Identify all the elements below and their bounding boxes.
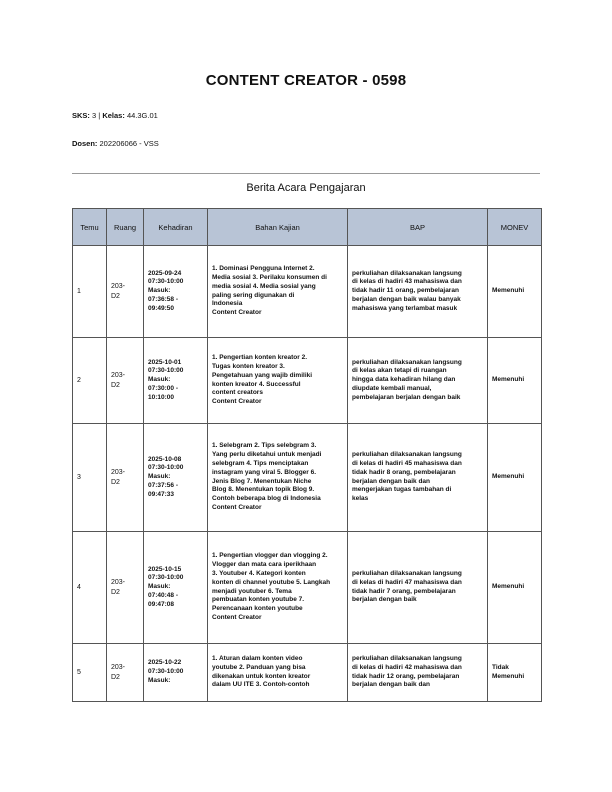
cell-bahan-kajian-line: Content Creator xyxy=(212,309,262,317)
cell-bap-line: mengerjakan tugas tambahan di xyxy=(352,486,452,494)
cell-bap xyxy=(348,424,488,532)
cell-bahan-kajian-line: 1. Pengertian vlogger dan vlogging 2. xyxy=(212,552,328,560)
cell-ruang xyxy=(107,532,144,644)
cell-bap xyxy=(348,246,488,338)
cell-bahan-kajian-line: Tugas konten kreator 3. xyxy=(212,362,285,370)
table-header-row xyxy=(73,209,542,246)
cell-bahan-kajian xyxy=(208,338,348,424)
cell-monev xyxy=(488,246,542,338)
cell-bap-line: di kelas akan tetapi di ruangan xyxy=(352,367,447,375)
cell-ruang-line: D2 xyxy=(111,381,120,389)
document-title: CONTENT CREATOR - 0598 xyxy=(205,72,407,89)
section-divider xyxy=(72,173,540,174)
cell-ruang xyxy=(107,338,144,424)
cell-kehadiran xyxy=(144,532,208,644)
cell-kehadiran-line: 07:30-10:00 xyxy=(148,574,184,582)
cell-bap-line: tidak hadir 11 orang, pembelajaran xyxy=(352,287,459,295)
cell-bahan-kajian xyxy=(208,246,348,338)
cell-kehadiran-line: 2025-09-24 xyxy=(148,269,182,277)
cell-kehadiran-line: 2025-10-01 xyxy=(148,358,182,366)
cell-bap-line: berjalan dengan baik walau banyak xyxy=(352,295,461,303)
header-bap: BAP xyxy=(348,209,488,246)
cell-bap-line: perkuliahan dilaksanakan langsung xyxy=(352,269,462,277)
cell-bahan-kajian-line: instagram yang viral 5. Blogger 6. xyxy=(212,468,317,476)
lecturer-meta xyxy=(72,139,159,148)
cell-bahan-kajian-line: Contoh beberapa blog di Indonesia xyxy=(212,495,321,503)
cell-ruang-line: D2 xyxy=(111,588,120,596)
table-body xyxy=(73,246,542,702)
cell-kehadiran-line: 2025-10-15 xyxy=(148,565,182,573)
cell-ruang-line: D2 xyxy=(111,478,120,486)
cell-monev-line: Memenuhi xyxy=(492,672,525,680)
cell-ruang xyxy=(107,424,144,532)
cell-bahan-kajian-line: Yang perlu diketahui untuk menjadi xyxy=(212,451,322,459)
cell-kehadiran xyxy=(144,246,208,338)
cell-bap-line: tidak hadir 12 orang, pembelajaran xyxy=(352,672,460,680)
cell-kehadiran-line: 10:10:00 xyxy=(148,393,175,401)
cell-bap-line: di kelas di hadiri 43 mahasiswa dan xyxy=(352,278,462,286)
course-meta xyxy=(72,111,158,120)
cell-bahan-kajian-line: youtube 2. Panduan yang bisa xyxy=(212,663,306,671)
cell-bahan-kajian-line: dalam UU ITE 3. Contoh-contoh xyxy=(212,681,310,689)
cell-bahan-kajian-line: konten kreator 4. Successful xyxy=(212,380,301,388)
cell-bap-line: tidak hadir 8 orang, pembelajaran xyxy=(352,468,456,476)
cell-bahan-kajian xyxy=(208,424,348,532)
cell-kehadiran-line: Masuk: xyxy=(148,473,171,481)
cell-bahan-kajian-line: media sosial 4. Media sosial yang xyxy=(212,282,316,290)
cell-kehadiran xyxy=(144,424,208,532)
header-temu: Temu xyxy=(73,209,107,246)
cell-bahan-kajian-line: dikenakan untuk konten kreator xyxy=(212,672,311,680)
cell-kehadiran xyxy=(144,644,208,702)
cell-kehadiran-line: Masuk: xyxy=(148,287,171,295)
cell-bahan-kajian-line: 1. Dominasi Pengguna Internet 2. xyxy=(212,265,315,273)
cell-monev-line: Memenuhi xyxy=(492,583,525,591)
cell-bahan-kajian-line: 1. Aturan dalam konten video xyxy=(212,654,303,662)
cell-kehadiran-line: Masuk: xyxy=(148,583,171,591)
cell-monev-line: Memenuhi xyxy=(492,473,525,481)
cell-monev-line: Memenuhi xyxy=(492,376,525,384)
cell-bahan-kajian-line: 1. Selebgram 2. Tips selebgram 3. xyxy=(212,442,317,450)
cell-bahan-kajian-line: menjadi youtuber 6. Tema xyxy=(212,587,292,595)
cell-bahan-kajian-line: Media sosial 3. Perilaku konsumen di xyxy=(212,273,327,281)
cell-monev xyxy=(488,424,542,532)
cell-bap-line: di kelas di hadiri 45 mahasiswa dan xyxy=(352,459,462,467)
cell-ruang-line: 203- xyxy=(111,283,126,291)
cell-bahan-kajian xyxy=(208,532,348,644)
cell-kehadiran-line: 2025-10-08 xyxy=(148,455,182,463)
header-kehadiran: Kehadiran xyxy=(144,209,208,246)
cell-bap-line: perkuliahan dilaksanakan langsung xyxy=(352,654,462,662)
section-subtitle: Berita Acara Pengajaran xyxy=(246,182,366,194)
cell-kehadiran-line: 07:30-10:00 xyxy=(148,464,184,472)
cell-bap-line: berjalan dengan baik xyxy=(352,596,417,604)
cell-bap-line: tidak hadir 7 orang, pembelajaran xyxy=(352,587,456,595)
cell-monev xyxy=(488,338,542,424)
cell-bap-line: perkuliahan dilaksanakan langsung xyxy=(352,451,462,459)
table-row xyxy=(73,424,542,532)
cell-kehadiran-line: 07:30:00 - xyxy=(148,384,178,392)
cell-temu: 5 xyxy=(73,644,107,702)
table-row xyxy=(73,532,542,644)
cell-bap xyxy=(348,644,488,702)
cell-bahan-kajian-line: Pengetahuan yang wajib dimiliki xyxy=(212,371,313,379)
cell-ruang-line: D2 xyxy=(111,673,120,681)
cell-bap-line: berjalan dengan baik dan xyxy=(352,477,431,485)
cell-kehadiran-line: 2025-10-22 xyxy=(148,659,182,667)
cell-bap-line: pembelajaran berjalan dengan baik xyxy=(352,393,461,401)
cell-kehadiran-line: 07:36:58 - xyxy=(148,295,178,303)
cell-bap-line: perkuliahan dilaksanakan langsung xyxy=(352,358,462,366)
meta-separator: | xyxy=(98,111,101,120)
cell-bahan-kajian-line: konten di channel youtube 5. Langkah xyxy=(212,578,331,586)
cell-ruang-line: 203- xyxy=(111,372,126,380)
cell-bahan-kajian-line: content creators xyxy=(212,389,263,397)
header-bahan-kajian: Bahan Kajian xyxy=(208,209,348,246)
cell-bap-line: kelas xyxy=(352,495,369,503)
table-row xyxy=(73,246,542,338)
cell-bap xyxy=(348,338,488,424)
cell-bap-line: berjalan dengan baik dan xyxy=(352,681,431,689)
cell-bahan-kajian-line: Content Creator xyxy=(212,503,262,511)
sks-value: 3 xyxy=(92,111,97,120)
header-monev: MONEV xyxy=(488,209,542,246)
dosen-value: 202206066 - VSS xyxy=(99,139,159,148)
cell-temu: 3 xyxy=(73,424,107,532)
cell-monev xyxy=(488,532,542,644)
cell-kehadiran-line: Masuk: xyxy=(148,676,171,684)
kelas-value: 44.3G.01 xyxy=(126,111,158,120)
cell-bap-line: diupdate kembali manual, xyxy=(352,384,432,392)
cell-bahan-kajian-line: Perencanaan konten youtube xyxy=(212,605,303,613)
sks-label: SKS: xyxy=(72,111,90,120)
cell-bahan-kajian-line: Content Creator xyxy=(212,613,262,621)
cell-kehadiran-line: 07:37:56 - xyxy=(148,481,178,489)
header-ruang: Ruang xyxy=(107,209,144,246)
cell-kehadiran-line: 07:40:48 - xyxy=(148,591,178,599)
cell-kehadiran-line: 07:30-10:00 xyxy=(148,278,184,286)
cell-bahan-kajian-line: Indonesia xyxy=(212,300,243,308)
teaching-report-table xyxy=(72,208,542,702)
cell-bap-line: mahasiswa yang terlambat masuk xyxy=(352,304,458,312)
cell-monev-line: Memenuhi xyxy=(492,287,525,295)
cell-kehadiran xyxy=(144,338,208,424)
dosen-label: Dosen: xyxy=(72,139,98,148)
cell-ruang-line: 203- xyxy=(111,579,126,587)
cell-monev xyxy=(488,644,542,702)
cell-bap-line: di kelas di hadiri 42 mahasiswa dan xyxy=(352,663,462,671)
cell-ruang-line: 203- xyxy=(111,664,126,672)
cell-bahan-kajian-line: Content Creator xyxy=(212,398,262,406)
table-row xyxy=(73,644,542,702)
cell-kehadiran-line: Masuk: xyxy=(148,376,171,384)
cell-bahan-kajian-line: Jenis Blog 7. Menentukan Niche xyxy=(212,477,312,485)
cell-ruang xyxy=(107,246,144,338)
cell-bahan-kajian-line: Vlogger dan mata cara iperikhaan xyxy=(212,561,317,569)
cell-ruang-line: D2 xyxy=(111,292,120,300)
cell-bap-line: hingga data kehadiran hilang dan xyxy=(352,376,456,384)
cell-kehadiran-line: 09:47:08 xyxy=(148,600,175,608)
cell-temu: 2 xyxy=(73,338,107,424)
cell-bap xyxy=(348,532,488,644)
cell-bap-line: perkuliahan dilaksanakan langsung xyxy=(352,569,462,577)
cell-bahan-kajian-line: Blog 8. Menentukan topik Blog 9. xyxy=(212,486,315,494)
cell-bahan-kajian-line: paling sering digunakan di xyxy=(212,291,295,299)
kelas-label: Kelas: xyxy=(102,111,125,120)
cell-kehadiran-line: 09:47:33 xyxy=(148,490,175,498)
cell-bahan-kajian-line: 3. Youtuber 4. Kategori konten xyxy=(212,569,306,577)
table-row xyxy=(73,338,542,424)
cell-bahan-kajian-line: selebgram 4. Tips menciptakan xyxy=(212,459,309,467)
cell-ruang-line: 203- xyxy=(111,469,126,477)
cell-ruang xyxy=(107,644,144,702)
cell-bahan-kajian xyxy=(208,644,348,702)
cell-monev-line: Tidak xyxy=(492,663,509,671)
cell-temu: 4 xyxy=(73,532,107,644)
cell-kehadiran-line: 07:30-10:00 xyxy=(148,668,184,676)
cell-kehadiran-line: 07:30-10:00 xyxy=(148,367,184,375)
cell-bahan-kajian-line: pembuatan konten youtube 7. xyxy=(212,596,305,604)
cell-bap-line: di kelas di hadiri 47 mahasiswa dan xyxy=(352,578,462,586)
cell-temu: 1 xyxy=(73,246,107,338)
cell-bahan-kajian-line: 1. Pengertian konten kreator 2. xyxy=(212,354,308,362)
cell-kehadiran-line: 09:49:50 xyxy=(148,304,175,312)
